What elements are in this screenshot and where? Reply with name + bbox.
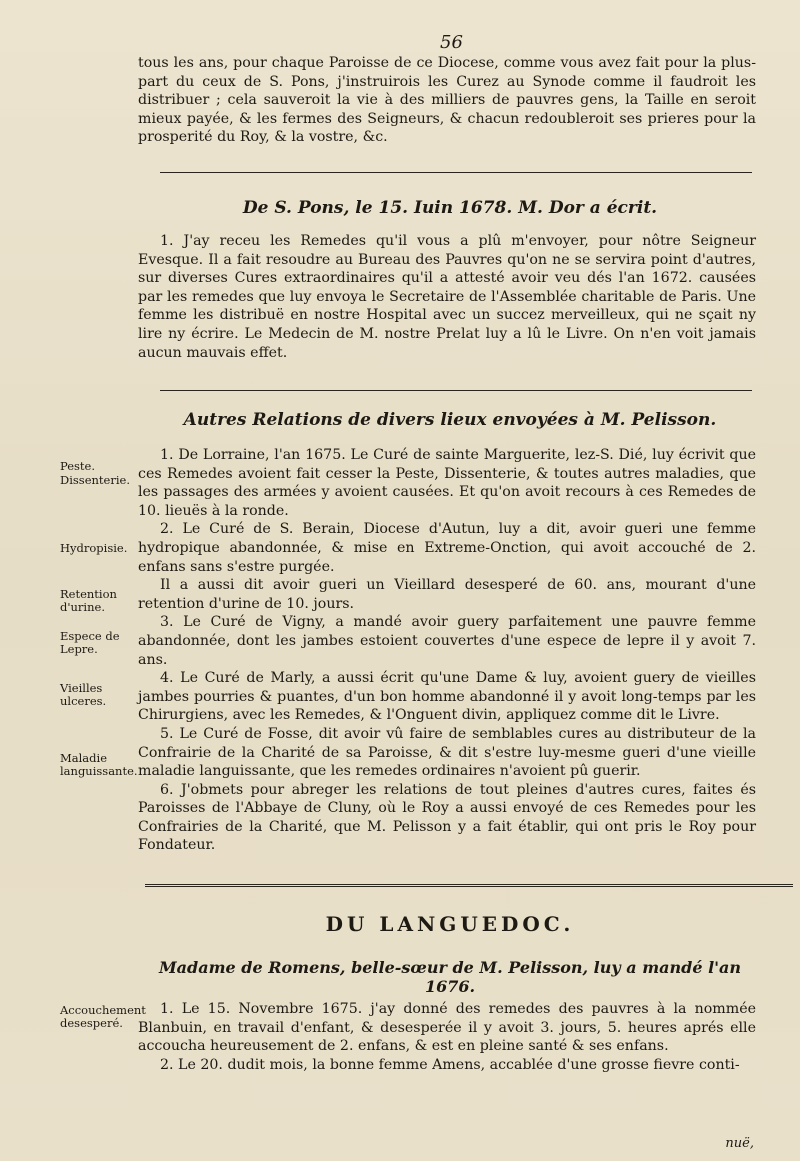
margin-note-hydropisie: Hydropisie. [60,541,128,555]
section1-heading: De S. Pons, le 15. Iuin 1678. M. Dor a écrit. [242,198,658,218]
divider-1 [160,172,752,173]
section3-body [138,1000,756,1074]
top-paragraph-text: tous les ans, pour chaque Paroisse de ce Diocese, comme vous avez fait pour la plus-part du ceux de S. Pons, j'instruirois les Curez au Synode comme il faudroit les distribuer ; cela sauveroit la vie à des milliers de pauvres gens, la Taille en seroit mieux payée, & les fermes des Seigneurs, & chacun redoubleroit ses prieres pour la prosperité du Roy, & la vostre, &c. [138,55,756,146]
relation-5: 5. Le Curé de Fosse, dit avoir vû faire de semblables cures au distributeur de la Confrairie de la Charité de sa Paroisse, & dit s'estre luy-mesme gueri d'une vieille maladie languissante, que les remedes ordinaires n'avoient pû guerir. [138,725,756,780]
page-number: 56 [440,32,463,53]
relation-2: 2. Le Curé de S. Berain, Diocese d'Autun, luy a dit, avoir gueri une femme hydropique abandonnée, & mise en Extreme-Onction, qui avoit accouché de 2. enfans sans s'estre purgée. [138,521,756,575]
relation-2b: Il a aussi dit avoir gueri un Vieillard desesperé de 60. ans, mourant d'une retention d'urine de 10. jours. [138,577,756,612]
languedoc-2: 2. Le 20. dudit mois, la bonne femme Amens, accablée d'une grosse fievre conti- [160,1056,740,1073]
divider-3 [145,884,793,887]
margin-note-dissenterie: Dissenterie. [60,473,130,487]
margin-note-retention: Retention d'urine. [60,587,117,614]
catchword: nuë, [725,1136,754,1151]
relation-6: 6. J'obmets pour abreger les relations de tout pleines d'autres cures, faites és Paroisses de l'Abbaye de Cluny, où le Roy a aussi envoyé de ces Remedes pour les Confrairies de la Charité, que M. Pelisson y a fait établir, qui ont pris le Roy pour Fondateur. [138,781,756,854]
section3-subheading: Madame de Romens, belle-sœur de M. Pelisson, luy a mandé l'an 1676. [158,958,742,996]
margin-note-accouchement: Accouchement desesperé. [60,1003,146,1030]
divider-2 [160,390,752,391]
relation-1: 1. De Lorraine, l'an 1675. Le Curé de sainte Marguerite, lez-S. Dié, luy écrivit que ces Remedes avoient fait cesser la Peste, Dissenterie, & toutes autres maladies, que les passages des armées y avoient causées. Et qu'on avoit recours à ces Remedes de 10. lieuës à la ronde. [138,447,756,519]
section1-text: 1. J'ay receu les Remedes qu'il vous a plû m'envoyer, pour nôtre Seigneur Evesque. Il a fait resoudre au Bureau des Pauvres qu'on ne se servira point d'autres, sur diverses Cures extraordinaires qu'il a attesté avoir veu dés l'an 1672. causées par les remedes que luy envoya le Secretaire de l'Assemblée charitable de Paris. Une femme les distribuë en nostre Hospital avec un succez merveilleux, qui ne sçait ny lire ny écrire. Le Medecin de M. nostre Prelat luy a lû le Livre. On n'en voit jamais aucun mauvais effet. [138,233,756,361]
section3-title: DU LANGUEDOC. [325,912,575,936]
margin-note-peste: Peste. [60,459,96,473]
languedoc-1: 1. Le 15. Novembre 1675. j'ay donné des remedes des pauvres à la nommée Blanbuin, en travail d'enfant, & desesperée il y avoit 3. jours, 5. heures aprés elle accoucha heureusement de 2. enfans, & est en pleine santé & ses enfans. [138,1001,756,1055]
top-paragraph [138,54,756,147]
margin-note-ulceres: Vieilles ulceres. [60,681,107,708]
section2-body [138,446,756,855]
margin-note-languissante: Maladie languissante. [60,751,138,778]
relation-4: 4. Le Curé de Marly, a aussi écrit qu'une Dame & luy, avoient guery de vieilles jambes pourries & puantes, d'un bon homme abandonné il y avoit long-temps par les Chirurgiens, avec les Remedes, & l'Onguent divin, appliquez comme dit le Livre. [138,670,756,724]
section2-heading: Autres Relations de divers lieux envoyées à M. Pelisson. [183,410,717,430]
margin-note-lepre: Espece de Lepre. [60,629,120,656]
relation-3: 3. Le Curé de Vigny, a mandé avoir guery parfaitement une pauvre femme abandonnée, dont les jambes estoient couvertes d'une espece de lepre il y avoit 7. ans. [138,614,756,668]
section1-paragraph [138,232,756,362]
